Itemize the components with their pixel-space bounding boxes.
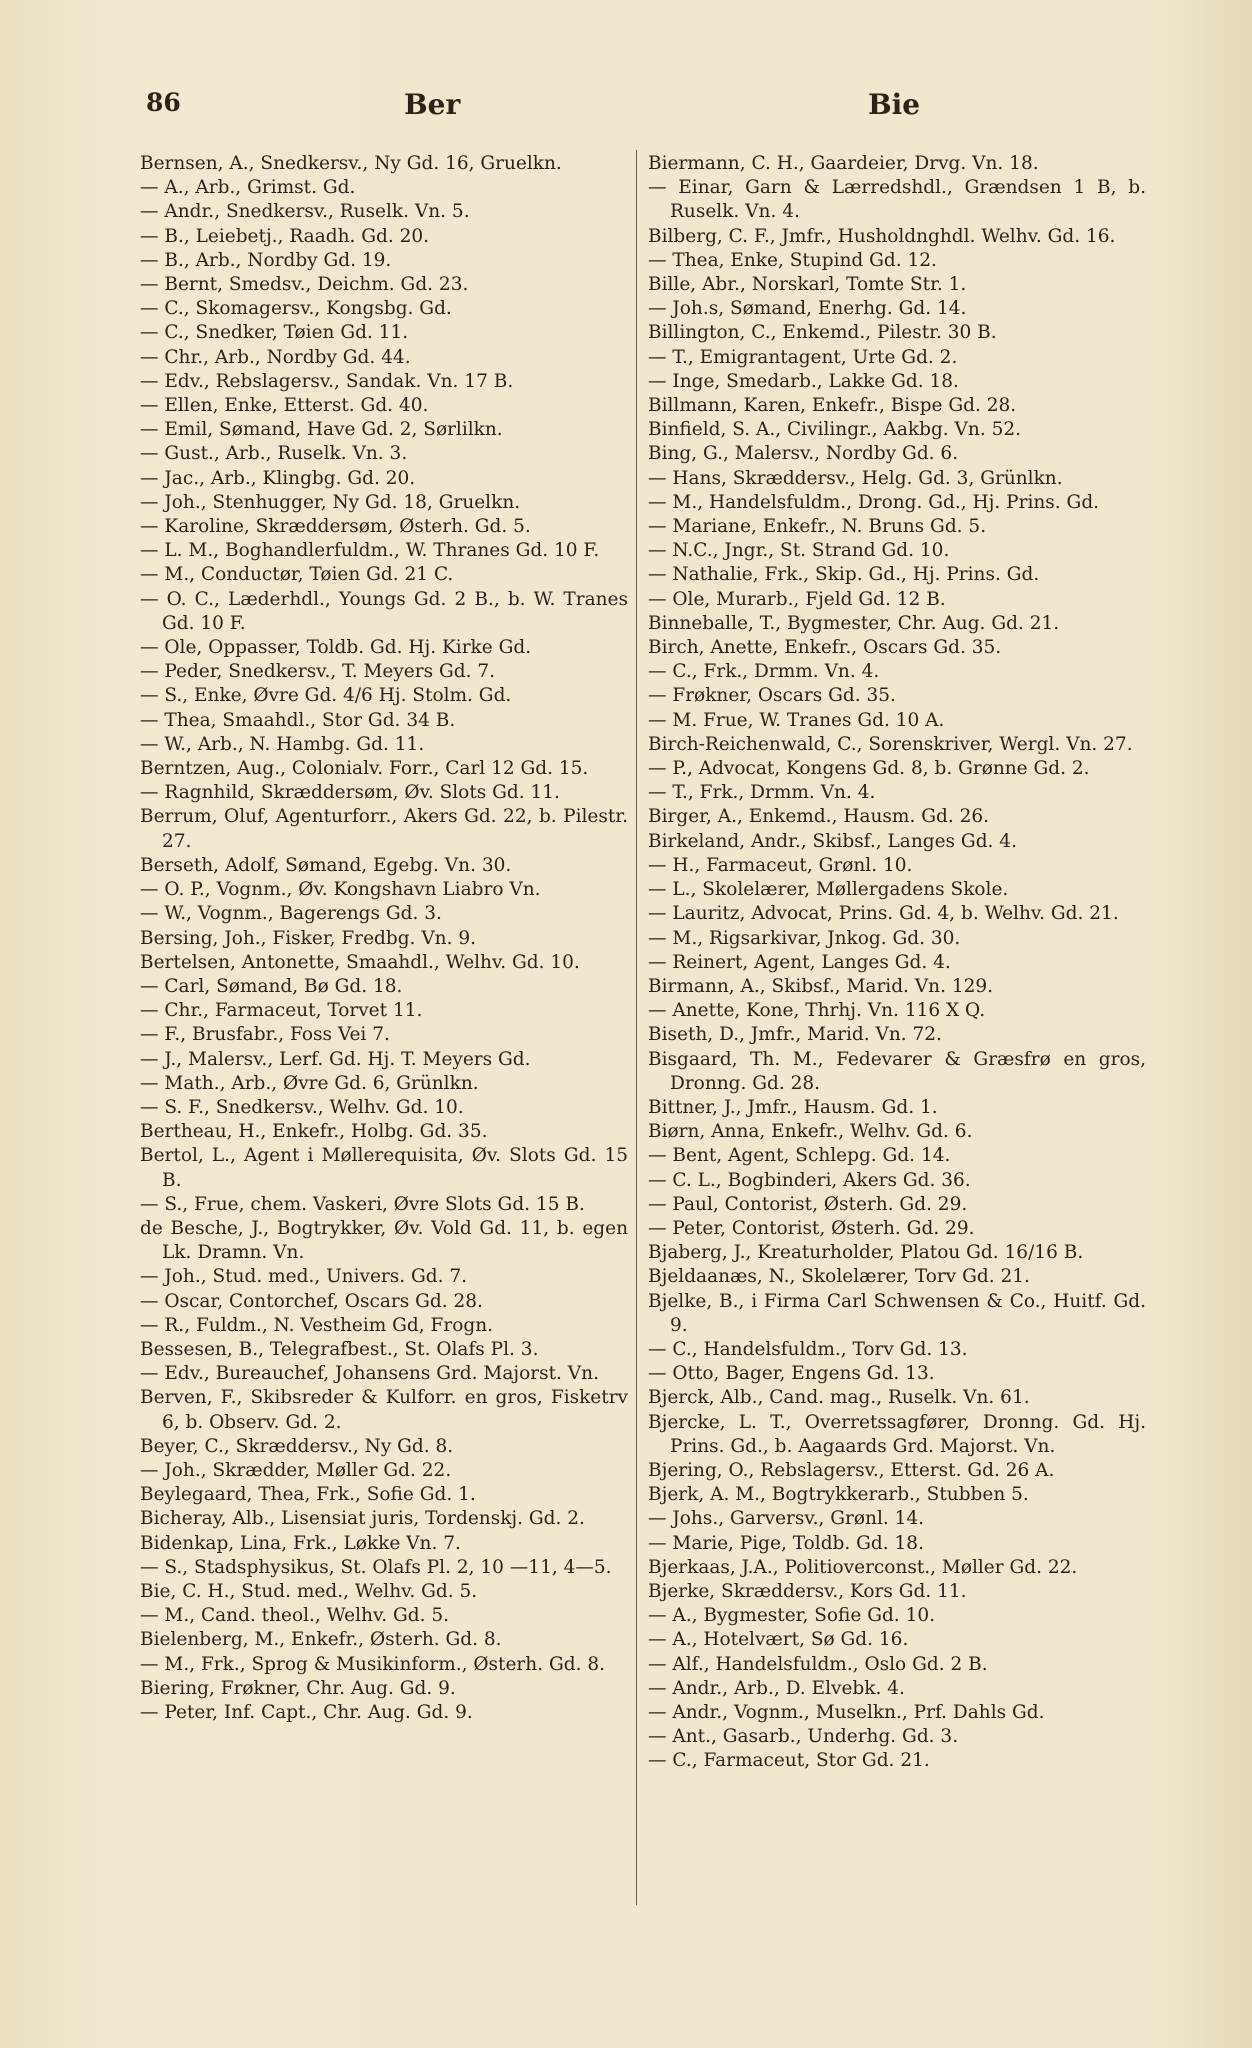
directory-entry: — C., Handelsfuldm., Torv Gd. 13. [648,1338,968,1360]
directory-entry: — Reinert, Agent, Langes Gd. 4. [648,951,951,973]
directory-entry: Bertol, L., Agent i Møllerequisita, Øv. Slots Gd. 15 B. [140,1145,628,1191]
directory-entry: Bing, G., Malersv., Nordby Gd. 6. [648,443,959,465]
directory-entry: Berntzen, Aug., Colonialv. Forr., Carl 12 Gd. 15. [140,758,589,780]
directory-entry: — F., Brusfabr., Foss Vei 7. [140,1024,390,1046]
directory-entry: — Chr., Arb., Nordby Gd. 44. [140,346,411,368]
directory-entry: — Carl, Sømand, Bø Gd. 18. [140,975,403,997]
directory-entry: — Karoline, Skræddersøm, Østerh. Gd. 5. [140,516,531,538]
directory-entry: — Emil, Sømand, Have Gd. 2, Sørlilkn. [140,419,503,441]
directory-entry: — Bent, Agent, Schlepg. Gd. 14. [648,1145,951,1167]
directory-entry: — Einar, Garn & Lærredshdl., Grændsen 1 B, b. Ruselk. Vn. 4. [648,177,1146,223]
directory-entry: — Nathalie, Frk., Skip. Gd., Hj. Prins. Gd. [648,564,1040,586]
directory-entry: Binfield, S. A., Civilingr., Aakbg. Vn. 52. [648,419,1021,441]
directory-entry: Beyer, C., Skræddersv., Ny Gd. 8. [140,1435,454,1457]
directory-entry: Bjerck, Alb., Cand. mag., Ruselk. Vn. 61. [648,1387,1030,1409]
directory-entry: Bie, C. H., Stud. med., Welhv. Gd. 5. [140,1580,478,1602]
directory-entry: Bjerk, A. M., Bogtrykkerarb., Stubben 5. [648,1484,1029,1506]
page-header [0,88,1252,128]
directory-entry: — H., Farmaceut, Grønl. 10. [648,854,913,876]
directory-entry: — Thea, Enke, Stupind Gd. 12. [648,249,937,271]
directory-entry: Birch, Anette, Enkefr., Oscars Gd. 35. [648,637,1002,659]
directory-entry: — Marie, Pige, Toldb. Gd. 18. [648,1532,924,1554]
directory-entry: — C., Farmaceut, Stor Gd. 21. [648,1750,930,1772]
directory-entry: — T., Emigrantagent, Urte Gd. 2. [648,346,958,368]
directory-entry: — Andr., Vognm., Muselkn., Prf. Dahls Gd. [648,1702,1045,1723]
directory-entry: Bjering, O., Rebslagersv., Etterst. Gd. 26 A. [648,1459,1055,1481]
directory-entry: Billmann, Karen, Enkefr., Bispe Gd. 28. [648,395,1017,417]
directory-entry: — Joh., Stenhugger, Ny Gd. 18, Gruelkn. [140,491,521,513]
directory-entry: Biørn, Anna, Enkefr., Welhv. Gd. 6. [648,1121,973,1143]
directory-entry: Birger, A., Enkemd., Hausm. Gd. 26. [648,806,990,828]
directory-entry: — L., Skolelærer, Møllergadens Skole. [648,879,1009,901]
directory-entry: — Lauritz, Advocat, Prins. Gd. 4, b. Welhv. Gd. 21. [648,903,1119,925]
directory-entry: — A., Bygmester, Sofie Gd. 10. [648,1605,935,1627]
directory-entry: Birch-Reichenwald, C., Sorenskriver, Wergl. Vn. 27. [648,733,1133,755]
directory-entry: — P., Advocat, Kongens Gd. 8, b. Grønne Gd. 2. [648,758,1090,780]
right-guide-word: Bie [868,88,921,121]
directory-entry: — Peder, Snedkersv., T. Meyers Gd. 7. [140,661,496,683]
directory-entry: — Gust., Arb., Ruselk. Vn. 3. [140,443,408,465]
directory-entry: — Otto, Bager, Engens Gd. 13. [648,1363,935,1385]
directory-entry: — M., Conductør, Tøien Gd. 21 C. [140,564,454,586]
directory-entry: — A., Arb., Grimst. Gd. [140,177,356,199]
directory-entry: Bilberg, C. F., Jmfr., Husholdnghdl. Welhv. Gd. 16. [648,225,1116,247]
directory-entry: Birmann, A., Skibsf., Marid. Vn. 129. [648,975,994,997]
directory-entry: Berseth, Adolf, Sømand, Egebg. Vn. 30. [140,854,512,876]
directory-entry: — R., Fuldm., N. Vestheim Gd, Frogn. [140,1314,493,1336]
directory-entry: — Chr., Farmaceut, Torvet 11. [140,1000,423,1022]
directory-entry: — J., Malersv., Lerf. Gd. Hj. T. Meyers Gd. [140,1048,531,1070]
directory-entry: Billington, C., Enkemd., Pilestr. 30 B. [648,322,997,344]
directory-entry: Biseth, D., Jmfr., Marid. Vn. 72. [648,1024,942,1046]
directory-entry: — M., Cand. theol., Welhv. Gd. 5. [140,1605,449,1627]
directory-entry: — W., Arb., N. Hambg. Gd. 11. [140,733,425,755]
directory-entry: Bidenkap, Lina, Frk., Løkke Vn. 7. [140,1532,461,1554]
directory-entry: — Oscar, Contorchef, Oscars Gd. 28. [140,1290,483,1312]
directory-entry: — S., Enke, Øvre Gd. 4/6 Hj. Stolm. Gd. [140,685,512,707]
directory-entry: — M., Handelsfuldm., Drong. Gd., Hj. Prins. Gd. [648,491,1100,513]
directory-entry: Bjeldaanæs, N., Skolelærer, Torv Gd. 21. [648,1266,1030,1288]
directory-entry: Bjaberg, J., Kreaturholder, Platou Gd. 16/16 B. [648,1242,1084,1264]
directory-entry: — Anette, Kone, Thrhj. Vn. 116 X Q. [648,1000,986,1022]
directory-entry: Bersing, Joh., Fisker, Fredbg. Vn. 9. [140,927,477,949]
directory-entry: — Ole, Oppasser, Toldb. Gd. Hj. Kirke Gd. [140,637,532,659]
directory-entry: — Peter, Contorist, Østerh. Gd. 29. [648,1217,975,1239]
directory-entry: Bessesen, B., Telegrafbest., St. Olafs Pl. 3. [140,1338,539,1360]
directory-entry: — A., Hotelvært, Sø Gd. 16. [648,1629,909,1651]
directory-entry: — B., Leiebetj., Raadh. Gd. 20. [140,225,430,247]
right-column [648,152,1146,1774]
directory-entry: — Joh., Skrædder, Møller Gd. 22. [140,1459,452,1481]
directory-entry: Bisgaard, Th. M., Fedevarer & Græsfrø en gros, Dronng. Gd. 28. [648,1048,1146,1094]
directory-entry: Bicheray, Alb., Lisensiat juris, Tordenskj. Gd. 2. [140,1508,585,1530]
directory-entry: — C. L., Bogbinderi, Akers Gd. 36. [648,1169,971,1191]
directory-entry: — Joh.s, Sømand, Enerhg. Gd. 14. [648,298,967,320]
directory-entry: Berven, F., Skibsreder & Kulforr. en gros, Fisketrv 6, b. Observ. Gd. 2. [140,1387,628,1433]
directory-entry: Biering, Frøkner, Chr. Aug. Gd. 9. [140,1677,456,1699]
directory-entry: — Peter, Inf. Capt., Chr. Aug. Gd. 9. [140,1702,473,1723]
page-number: 86 [146,88,181,117]
directory-entry: Bjelke, B., i Firma Carl Schwensen & Co., Huitf. Gd. 9. [648,1290,1146,1336]
directory-entry: — M., Rigsarkivar, Jnkog. Gd. 30. [648,927,961,949]
directory-entry: Bittner, J., Jmfr., Hausm. Gd. 1. [648,1096,938,1118]
directory-entry: — Frøkner, Oscars Gd. 35. [648,685,896,707]
directory-entry: Bielenberg, M., Enkefr., Østerh. Gd. 8. [140,1629,502,1651]
directory-entry: — Joh., Stud. med., Univers. Gd. 7. [140,1266,468,1288]
directory-entry: Bille, Abr., Norskarl, Tomte Str. 1. [648,274,967,296]
directory-entry: — S., Stadsphysikus, St. Olafs Pl. 2, 10 —11, 4—5. [140,1556,612,1578]
directory-entry: — Edv., Bureauchef, Johansens Grd. Majorst. Vn. [140,1363,599,1385]
directory-entry: Berrum, Oluf, Agenturforr., Akers Gd. 22, b. Pilestr. 27. [140,806,628,852]
directory-entry: — Ant., Gasarb., Underhg. Gd. 3. [648,1726,959,1748]
directory-entry: — Math., Arb., Øvre Gd. 6, Grünlkn. [140,1072,479,1094]
directory-entry: — Edv., Rebslagersv., Sandak. Vn. 17 B. [140,370,514,392]
directory-entry: — O. C., Læderhdl., Youngs Gd. 2 B., b. W. Tranes Gd. 10 F. [140,588,628,634]
directory-entry: — Jac., Arb., Klingbg. Gd. 20. [140,467,416,489]
directory-entry: Birkeland, Andr., Skibsf., Langes Gd. 4. [648,830,1017,852]
directory-entry: — M., Frk., Sprog & Musikinform., Østerh. Gd. 8. [140,1653,605,1675]
directory-entry: — C., Snedker, Tøien Gd. 11. [140,322,409,344]
directory-entry: — Inge, Smedarb., Lakke Gd. 18. [648,370,959,392]
directory-entry: — C., Skomagersv., Kongsbg. Gd. [140,298,452,320]
directory-entry: — N.C., Jngr., St. Strand Gd. 10. [648,540,950,562]
directory-entry: — S., Frue, chem. Vaskeri, Øvre Slots Gd. 15 B. [140,1193,585,1215]
column-divider [636,150,637,1905]
directory-entry: de Besche, J., Bogtrykker, Øv. Vold Gd. 11, b. egen Lk. Dramn. Vn. [140,1217,628,1264]
directory-entry: Biermann, C. H., Gaardeier, Drvg. Vn. 18. [648,153,1039,174]
directory-entry: — Paul, Contorist, Østerh. Gd. 29. [648,1193,968,1215]
directory-entry: Bernsen, A., Snedkersv., Ny Gd. 16, Gruelkn. [140,153,562,174]
directory-entry: — Hans, Skræddersv., Helg. Gd. 3, Grünlkn. [648,467,1063,489]
directory-entry: Bertheau, H., Enkefr., Holbg. Gd. 35. [140,1121,488,1143]
directory-entry: Bjerkaas, J.A., Politioverconst., Møller Gd. 22. [648,1556,1078,1578]
directory-entry: — W., Vognm., Bagerengs Gd. 3. [140,903,442,925]
directory-entry: — Mariane, Enkefr., N. Bruns Gd. 5. [648,516,987,538]
directory-entry: — Ole, Murarb., Fjeld Gd. 12 B. [648,588,946,610]
directory-entry: Binneballe, T., Bygmester, Chr. Aug. Gd. 21. [648,612,1060,634]
left-column [140,152,628,1725]
directory-entry: — Andr., Snedkersv., Ruselk. Vn. 5. [140,201,470,223]
directory-entry: — Alf., Handelsfuldm., Oslo Gd. 2 B. [648,1653,988,1675]
directory-entry: — Ragnhild, Skræddersøm, Øv. Slots Gd. 11. [140,782,560,804]
directory-entry: Bertelsen, Antonette, Smaahdl., Welhv. Gd. 10. [140,951,580,973]
directory-entry: — S. F., Snedkersv., Welhv. Gd. 10. [140,1096,464,1118]
directory-entry: — T., Frk., Drmm. Vn. 4. [648,782,876,804]
directory-entry: Beylegaard, Thea, Frk., Sofie Gd. 1. [140,1484,476,1506]
directory-entry: — O. P., Vognm., Øv. Kongshavn Liabro Vn. [140,879,541,901]
left-guide-word: Ber [404,88,461,121]
directory-entry: Bjercke, L. T., Overretssagfører, Dronng. Gd. Hj. Prins. Gd., b. Aagaards Grd. Majorst. Vn. [648,1411,1146,1457]
directory-entry: — Thea, Smaahdl., Stor Gd. 34 B. [140,709,456,731]
directory-entry: — B., Arb., Nordby Gd. 19. [140,249,392,271]
directory-entry: — C., Frk., Drmm. Vn. 4. [648,661,880,683]
directory-entry: — Bernt, Smedsv., Deichm. Gd. 23. [140,274,469,296]
directory-entry: — Johs., Garversv., Grønl. 14. [648,1508,925,1530]
directory-entry: Bjerke, Skræddersv., Kors Gd. 11. [648,1580,967,1602]
directory-entry: — L. M., Boghandlerfuldm., W. Thranes Gd. 10 F. [140,540,600,562]
directory-entry: — M. Frue, W. Tranes Gd. 10 A. [648,709,945,731]
directory-entry: — Andr., Arb., D. Elvebk. 4. [648,1677,905,1699]
directory-entry: — Ellen, Enke, Etterst. Gd. 40. [140,395,429,417]
